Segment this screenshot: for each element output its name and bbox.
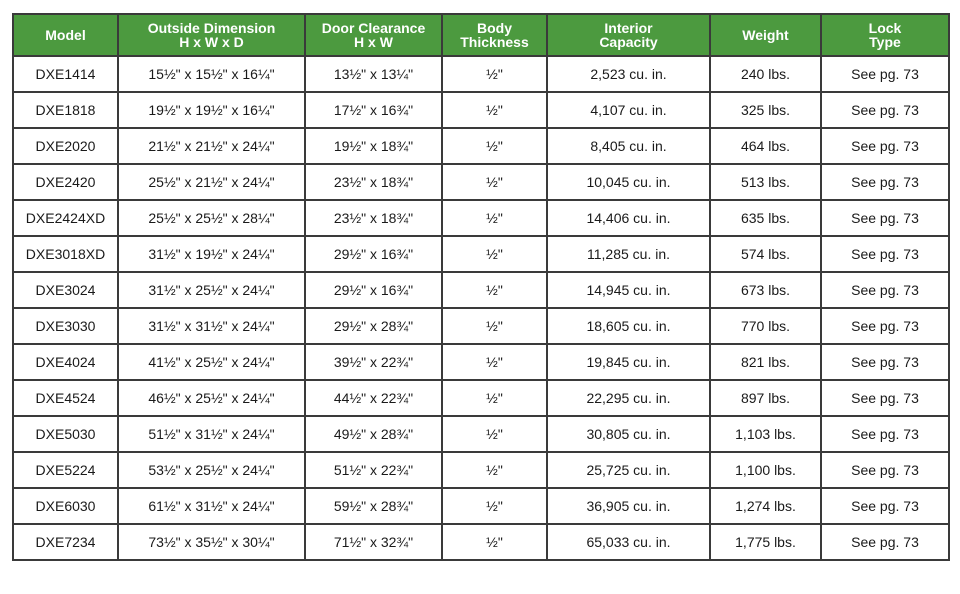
cell-outside-dimension: 31½" x 19½" x 24¼" (118, 236, 305, 272)
cell-lock-type: See pg. 73 (821, 272, 949, 308)
table-row (13, 128, 949, 164)
cell-model: DXE2020 (13, 128, 118, 164)
cell-model: DXE4024 (13, 344, 118, 380)
cell-model: DXE2424XD (13, 200, 118, 236)
cell-body-thickness: ½" (442, 380, 547, 416)
cell-interior-capacity: 19,845 cu. in. (547, 344, 710, 380)
cell-body-thickness: ½" (442, 56, 547, 92)
table-row (13, 56, 949, 92)
table-row (13, 524, 949, 560)
table-row (13, 92, 949, 128)
cell-interior-capacity: 22,295 cu. in. (547, 380, 710, 416)
cell-body-thickness: ½" (442, 164, 547, 200)
cell-weight: 821 lbs. (710, 344, 821, 380)
cell-interior-capacity: 2,523 cu. in. (547, 56, 710, 92)
column-header-weight (710, 14, 821, 56)
cell-weight: 1,775 lbs. (710, 524, 821, 560)
cell-body-thickness: ½" (442, 272, 547, 308)
cell-body-thickness: ½" (442, 200, 547, 236)
cell-outside-dimension: 21½" x 21½" x 24¼" (118, 128, 305, 164)
table-row (13, 236, 949, 272)
column-header-line: Model (45, 27, 86, 43)
cell-lock-type: See pg. 73 (821, 488, 949, 524)
cell-weight: 897 lbs. (710, 380, 821, 416)
cell-outside-dimension: 53½" x 25½" x 24¼" (118, 452, 305, 488)
column-header-interior-capacity (547, 14, 710, 56)
column-header-body-thickness (442, 14, 547, 56)
table-header (13, 14, 949, 56)
cell-weight: 1,103 lbs. (710, 416, 821, 452)
cell-lock-type: See pg. 73 (821, 344, 949, 380)
cell-model: DXE4524 (13, 380, 118, 416)
cell-lock-type: See pg. 73 (821, 92, 949, 128)
cell-door-clearance: 29½" x 28¾" (305, 308, 442, 344)
cell-interior-capacity: 30,805 cu. in. (547, 416, 710, 452)
cell-model: DXE3018XD (13, 236, 118, 272)
cell-outside-dimension: 73½" x 35½" x 30¼" (118, 524, 305, 560)
cell-interior-capacity: 14,406 cu. in. (547, 200, 710, 236)
cell-door-clearance: 59½" x 28¾" (305, 488, 442, 524)
cell-interior-capacity: 11,285 cu. in. (547, 236, 710, 272)
cell-body-thickness: ½" (442, 308, 547, 344)
cell-weight: 464 lbs. (710, 128, 821, 164)
cell-interior-capacity: 10,045 cu. in. (547, 164, 710, 200)
cell-door-clearance: 17½" x 16¾" (305, 92, 442, 128)
cell-door-clearance: 51½" x 22¾" (305, 452, 442, 488)
cell-outside-dimension: 51½" x 31½" x 24¼" (118, 416, 305, 452)
column-header-outside-dimension (118, 14, 305, 56)
cell-model: DXE1414 (13, 56, 118, 92)
cell-lock-type: See pg. 73 (821, 200, 949, 236)
cell-interior-capacity: 65,033 cu. in. (547, 524, 710, 560)
cell-lock-type: See pg. 73 (821, 380, 949, 416)
column-header-line: H x W (354, 34, 393, 50)
cell-outside-dimension: 31½" x 31½" x 24¼" (118, 308, 305, 344)
cell-model: DXE3030 (13, 308, 118, 344)
column-header-line: Door Clearance (321, 20, 426, 36)
cell-interior-capacity: 14,945 cu. in. (547, 272, 710, 308)
cell-model: DXE5030 (13, 416, 118, 452)
cell-lock-type: See pg. 73 (821, 308, 949, 344)
cell-lock-type: See pg. 73 (821, 524, 949, 560)
spec-table (12, 13, 950, 561)
header-row (13, 14, 949, 56)
column-header-door-clearance (305, 14, 442, 56)
cell-lock-type: See pg. 73 (821, 128, 949, 164)
cell-weight: 635 lbs. (710, 200, 821, 236)
cell-weight: 673 lbs. (710, 272, 821, 308)
cell-weight: 770 lbs. (710, 308, 821, 344)
column-header-model (13, 14, 118, 56)
column-header-lock-type (821, 14, 949, 56)
table-row (13, 452, 949, 488)
table-row (13, 272, 949, 308)
cell-lock-type: See pg. 73 (821, 416, 949, 452)
cell-outside-dimension: 31½" x 25½" x 24¼" (118, 272, 305, 308)
table-row (13, 200, 949, 236)
cell-weight: 513 lbs. (710, 164, 821, 200)
cell-door-clearance: 13½" x 13¼" (305, 56, 442, 92)
cell-outside-dimension: 15½" x 15½" x 16¼" (118, 56, 305, 92)
table-row (13, 308, 949, 344)
cell-body-thickness: ½" (442, 452, 547, 488)
cell-body-thickness: ½" (442, 416, 547, 452)
table-row (13, 164, 949, 200)
column-header-line: Weight (742, 27, 789, 43)
cell-door-clearance: 29½" x 16¾" (305, 236, 442, 272)
column-header-line: Type (869, 34, 901, 50)
cell-model: DXE1818 (13, 92, 118, 128)
cell-weight: 325 lbs. (710, 92, 821, 128)
spec-table-container (12, 13, 948, 561)
cell-door-clearance: 71½" x 32¾" (305, 524, 442, 560)
cell-interior-capacity: 25,725 cu. in. (547, 452, 710, 488)
cell-weight: 240 lbs. (710, 56, 821, 92)
column-header-line: Body (477, 20, 512, 36)
cell-door-clearance: 49½" x 28¾" (305, 416, 442, 452)
cell-interior-capacity: 36,905 cu. in. (547, 488, 710, 524)
cell-lock-type: See pg. 73 (821, 56, 949, 92)
cell-weight: 1,274 lbs. (710, 488, 821, 524)
cell-model: DXE2420 (13, 164, 118, 200)
cell-door-clearance: 29½" x 16¾" (305, 272, 442, 308)
cell-lock-type: See pg. 73 (821, 236, 949, 272)
column-header-line: Lock (868, 20, 902, 36)
cell-outside-dimension: 61½" x 31½" x 24¼" (118, 488, 305, 524)
column-header-line: Capacity (599, 34, 658, 50)
cell-body-thickness: ½" (442, 236, 547, 272)
cell-weight: 574 lbs. (710, 236, 821, 272)
cell-model: DXE7234 (13, 524, 118, 560)
table-row (13, 416, 949, 452)
cell-interior-capacity: 4,107 cu. in. (547, 92, 710, 128)
column-header-line: H x W x D (179, 34, 244, 50)
table-body (13, 56, 949, 560)
column-header-line: Interior (604, 20, 653, 36)
cell-door-clearance: 23½" x 18¾" (305, 164, 442, 200)
cell-model: DXE5224 (13, 452, 118, 488)
cell-body-thickness: ½" (442, 128, 547, 164)
cell-outside-dimension: 46½" x 25½" x 24¼" (118, 380, 305, 416)
cell-model: DXE3024 (13, 272, 118, 308)
cell-interior-capacity: 18,605 cu. in. (547, 308, 710, 344)
cell-outside-dimension: 19½" x 19½" x 16¼" (118, 92, 305, 128)
cell-door-clearance: 44½" x 22¾" (305, 380, 442, 416)
cell-outside-dimension: 25½" x 25½" x 28¼" (118, 200, 305, 236)
cell-body-thickness: ½" (442, 488, 547, 524)
column-header-line: Outside Dimension (147, 20, 276, 36)
table-row (13, 380, 949, 416)
table-row (13, 488, 949, 524)
table-row (13, 344, 949, 380)
cell-outside-dimension: 25½" x 21½" x 24¼" (118, 164, 305, 200)
cell-model: DXE6030 (13, 488, 118, 524)
cell-body-thickness: ½" (442, 92, 547, 128)
cell-weight: 1,100 lbs. (710, 452, 821, 488)
cell-door-clearance: 23½" x 18¾" (305, 200, 442, 236)
cell-outside-dimension: 41½" x 25½" x 24¼" (118, 344, 305, 380)
column-header-line: Thickness (460, 34, 529, 50)
cell-lock-type: See pg. 73 (821, 452, 949, 488)
cell-door-clearance: 19½" x 18¾" (305, 128, 442, 164)
cell-interior-capacity: 8,405 cu. in. (547, 128, 710, 164)
cell-door-clearance: 39½" x 22¾" (305, 344, 442, 380)
cell-lock-type: See pg. 73 (821, 164, 949, 200)
cell-body-thickness: ½" (442, 524, 547, 560)
cell-body-thickness: ½" (442, 344, 547, 380)
